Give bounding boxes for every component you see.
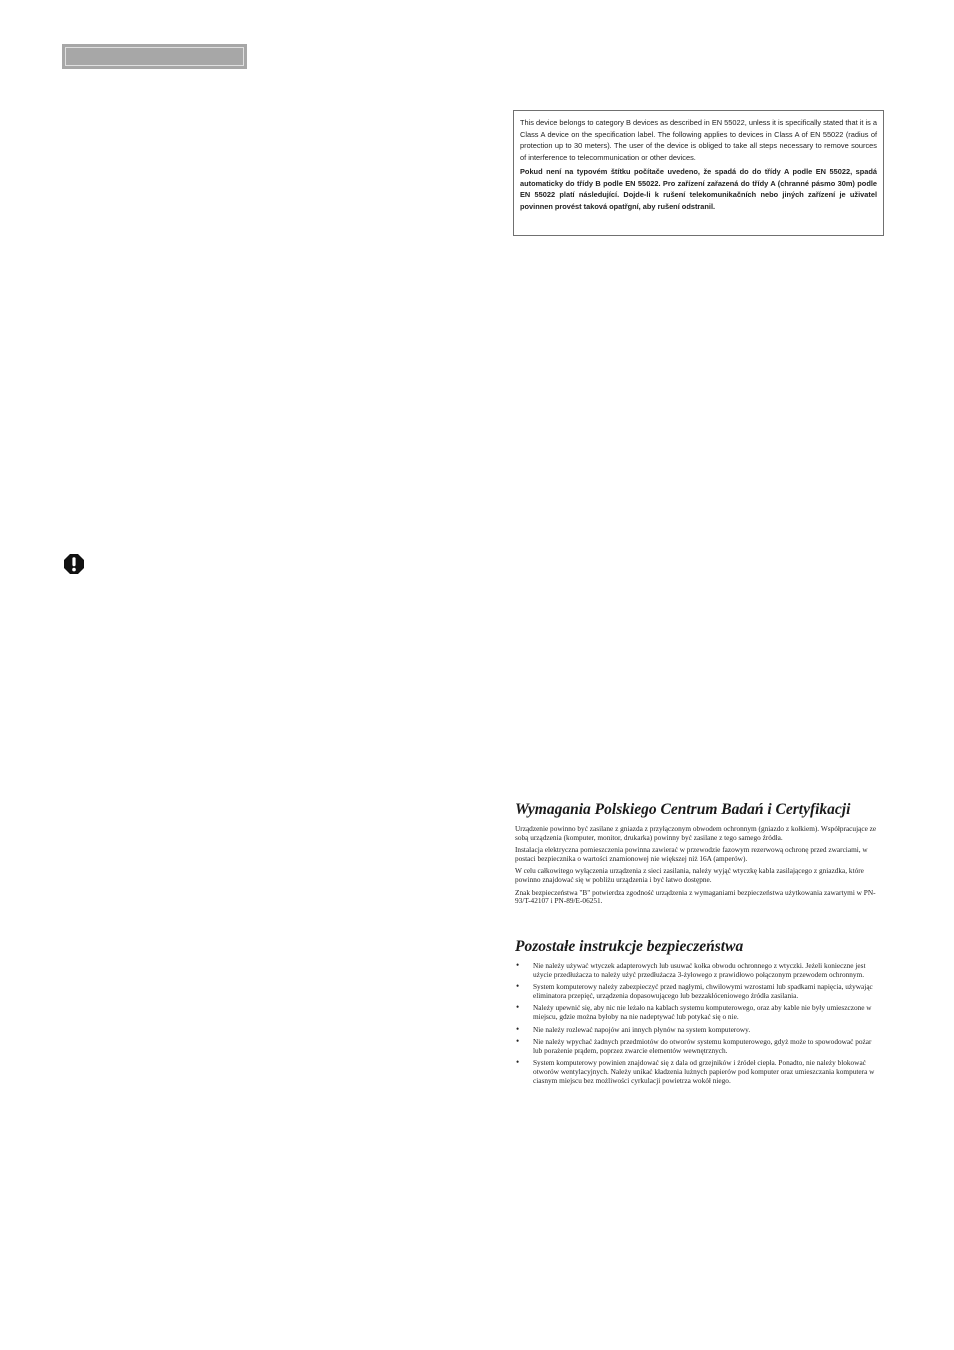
- list-item-text: Należy upewnić się, aby nic nie leżało na kablach systemu komputerowego, oraz aby kable nie były umieszczone w miejscu, gdzie można byłoby na nie nadeptywać lub potykać się o nie.: [533, 1003, 872, 1021]
- other-safety-section: [515, 937, 877, 1089]
- list-item: [515, 962, 877, 979]
- pcbc-paragraph-1: Urządzenie powinno być zasilane z gniazda z przyłączonym obwodem ochronnym (gniazdo z kołkiem). Współpracujące ze sobą urządzenia (komputer, monitor, drukarka) powinny być zasilane z tego samego źródła.: [515, 824, 877, 842]
- pcbc-heading: Wymagania Polskiego Centrum Badań i Certyfikacji: [515, 801, 851, 818]
- other-safety-list: [515, 962, 877, 1085]
- pcbc-paragraph-2: Instalacja elektryczna pomieszczenia powinna zawierać w przewodzie fazowym rezerwową ochronę przed zwarciami, w postaci bezpiecznika o wartości znamionowej nie większej niż 16A (amperów).: [515, 845, 868, 863]
- list-item: [515, 983, 877, 1000]
- list-item-text: Nie należy używać wtyczek adapterowych lub usuwać kołka obwodu ochronnego z wtyczki. Jeżeli konieczne jest użycie przedłużacza to należy użyć przedłużacza 3-żyłowego z prawidłowo połączonym przewodem ochronnym.: [533, 961, 866, 979]
- list-item: [515, 1059, 877, 1085]
- list-item-text: System komputerowy powinien znajdować się z dala od grzejników i źródeł ciepła. Ponadto, nie należy blokować otworów wentylacyjnych. Należy unikać kładzenia lużnych papierów pod komputer oraz umieszczania komputera w ciasnym miejscu bez możliwości cyrkulacji powietrza wokół niego.: [533, 1058, 875, 1085]
- other-safety-heading: Pozostałe instrukcje bezpieczeństwa: [515, 938, 744, 955]
- emc-notice-czech: Pokud není na typovém štítku počítače uvedeno, že spadá do do třídy A podle EN 55022, spadá automaticky do třídy B podle EN 55022. Pro zařízení zařazená do třídy A (chranné pásmo 30m) podle EN 55022 platí následující. Dojde-li k rušení telekomunikačních nebo jiných zařízení je uživatel povinnen provést taková opatřgní, aby rušení odstranil.: [520, 167, 877, 211]
- pcbc-paragraph-4: Znak bezpieczeństwa "B" potwierdza zgodność urządzenia z wymaganiami bezpieczeństwa użytkowania zawartymi w PN-93/T-42107 i PN-89/E-06251.: [515, 887, 876, 906]
- bullet-icon: •: [516, 1057, 520, 1068]
- exclamation-warning-icon: [63, 553, 85, 575]
- bullet-icon: •: [516, 1002, 520, 1013]
- list-item-text: Nie należy rozlewać napojów ani innych płynów na system komputerowy.: [533, 1024, 751, 1034]
- pcbc-paragraph-3: W celu całkowitego wyłączenia urządzenia z sieci zasilania, należy wyjąć wtyczkę kabla zasilającego z gniazdka, które powinno znajdować się w pobliżu urządzenia i być łatwo dostępne.: [515, 866, 864, 884]
- list-item-text: Nie należy wpychać żadnych przedmiotów do otworów systemu komputerowego, gdyż może to spowodować pożar lub porażenie prądem, poprzez zwarcie elementów wewnętrznych.: [533, 1037, 872, 1055]
- section-header-bar-inner: [65, 47, 244, 66]
- list-item: [515, 1023, 877, 1035]
- emc-notice-box: [513, 110, 884, 236]
- list-item: [515, 1004, 877, 1021]
- bullet-icon: •: [516, 1036, 520, 1047]
- list-item-text: System komputerowy należy zabezpieczyć przed nagłymi, chwilowymi wzrostami lub spadkami napięcia, używając eliminatora przepięć, urządzenia dopasowującego lub bezzakłóceniowego źródła zasilania.: [533, 982, 873, 1000]
- pcbc-section: [515, 800, 877, 910]
- list-item: [515, 1038, 877, 1055]
- bullet-icon: •: [516, 960, 520, 970]
- emc-notice-english: This device belongs to category B devices as described in EN 55022, unless it is specifically stated that it is a Class A device on the specification label. The following applies to devices in Class A of EN 55022 (radius of protection up to 30 meters). The user of the device is obliged to take all steps necessary to remove sources of interference to telecommunication or other devices.: [520, 118, 877, 162]
- section-header-bar: [62, 44, 247, 69]
- bullet-icon: •: [516, 1023, 520, 1034]
- bullet-icon: •: [516, 981, 520, 992]
